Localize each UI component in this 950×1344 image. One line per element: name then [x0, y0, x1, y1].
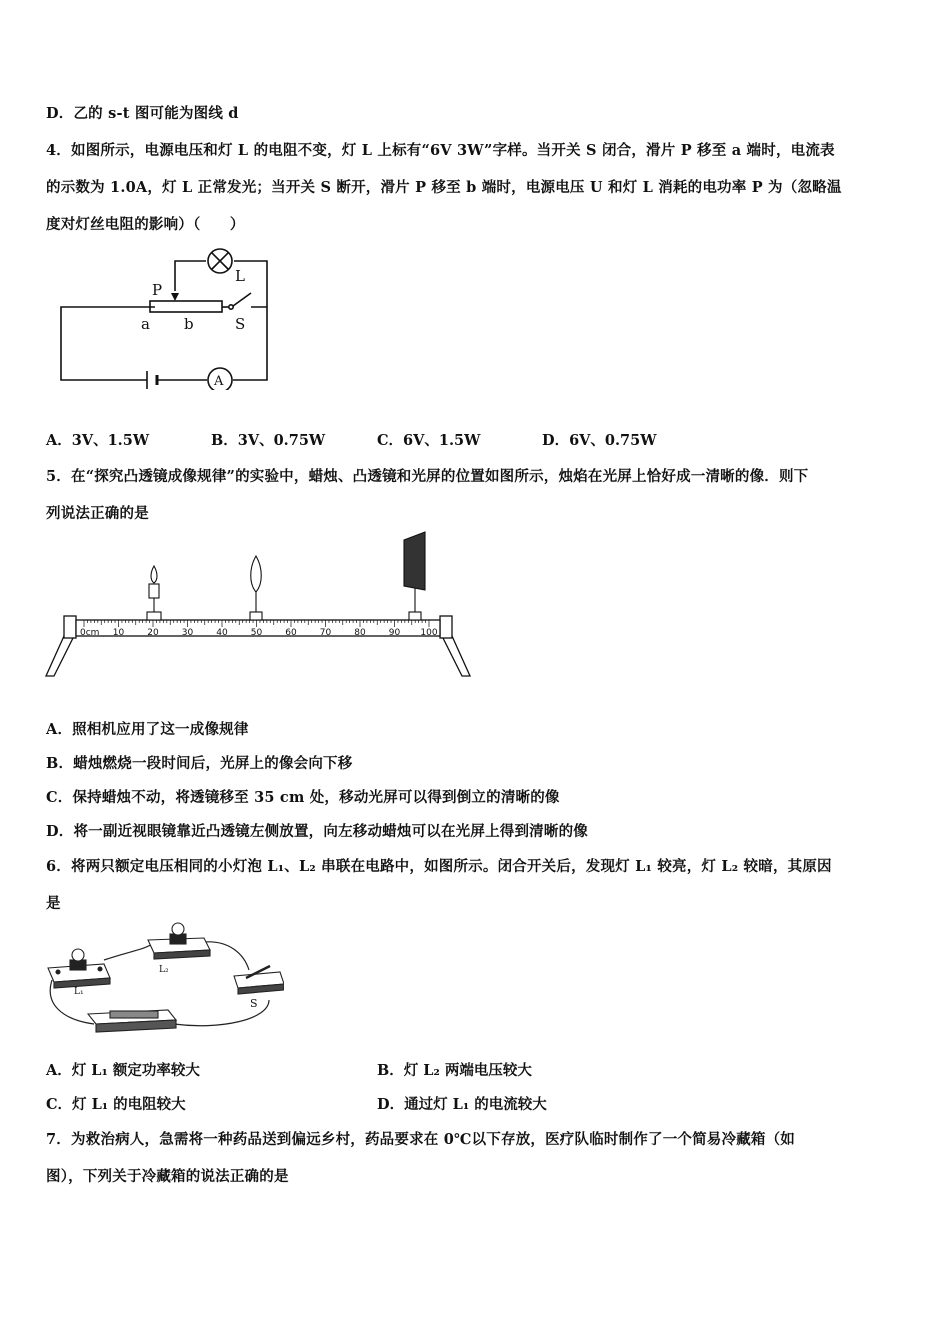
q6-option-c: C．灯 L₁ 的电阻较大: [46, 1096, 186, 1113]
ruler-label: 40: [216, 628, 228, 638]
ruler-label: 70: [319, 628, 332, 638]
ruler-label: 50: [250, 628, 263, 638]
label-l: L: [235, 267, 245, 285]
ruler-label: 10: [112, 628, 125, 638]
q4-text-line3: 度对灯丝电阻的影响）（ ）: [46, 216, 245, 233]
label-a: a: [141, 315, 150, 333]
q6-option-a: A．灯 L₁ 额定功率较大: [46, 1062, 200, 1079]
q4-option-d: D．6V、0.75W: [542, 432, 657, 449]
q6-text-line2: 是: [46, 895, 61, 912]
q5-text-line1: 5．在“探究凸透镜成像规律”的实验中，蜡烛、凸透镜和光屏的位置如图所示，烛焰在光屏上恰好成一清晰的像．则下: [46, 468, 809, 485]
q5-option-b: B．蜡烛燃烧一段时间后，光屏上的像会向下移: [46, 755, 353, 772]
label-b: b: [184, 315, 194, 333]
ruler-label: 30: [181, 628, 194, 638]
label-p: P: [152, 281, 163, 299]
ammeter-label: A: [214, 374, 224, 389]
q6-option-b: B．灯 L₂ 两端电压较大: [377, 1062, 532, 1079]
q4-text-line1: 4．如图所示，电源电压和灯 L 的电阻不变，灯 L 上标有“6V 3W”字样。当开关 S 闭合，滑片 P 移至 a 端时，电流表: [46, 142, 835, 159]
ruler-label: 100: [420, 628, 438, 638]
q7-text-line1: 7．为救治病人，急需将一种药品送到偏远乡村，药品要求在 0℃以下存放，医疗队临时制作了一个简易冷藏箱（如: [46, 1131, 795, 1148]
ruler-label: 20: [147, 628, 159, 638]
q3-option-d: D．乙的 s-t 图可能为图线 d: [46, 105, 239, 122]
q4-circuit-diagram: [55, 245, 280, 390]
label-s: S: [235, 315, 246, 333]
q5-option-a: A．照相机应用了这一成像规律: [46, 721, 249, 738]
q5-option-c: C．保持蜡烛不动，将透镜移至 35 cm 处，移动光屏可以得到倒立的清晰的像: [46, 789, 560, 806]
q4-option-b: B．3V、0.75W: [211, 432, 326, 449]
q6-circuit-photo: [44, 920, 284, 1038]
ruler-label: 80: [354, 628, 366, 638]
q4-option-a: A．3V、1.5W: [46, 432, 150, 449]
q4-option-c: C．6V、1.5W: [377, 432, 481, 449]
q6-option-d: D．通过灯 L₁ 的电流较大: [377, 1096, 547, 1113]
q5-optical-bench-diagram: [44, 528, 474, 680]
q5-option-d: D．将一副近视眼镜靠近凸透镜左侧放置，向左移动蜡烛可以在光屏上得到清晰的像: [46, 823, 588, 840]
label-l2: L₂: [159, 965, 169, 975]
ruler-label: 90: [388, 628, 401, 638]
q4-text-line2: 的示数为 1.0A，灯 L 正常发光；当开关 S 断开，滑片 P 移至 b 端时，电源电压 U 和灯 L 消耗的电功率 P 为（忽略温: [46, 179, 842, 196]
q6-text-line1: 6．将两只额定电压相同的小灯泡 L₁、L₂ 串联在电路中，如图所示。闭合开关后，发现灯 L₁ 较亮，灯 L₂ 较暗，其原因: [46, 858, 832, 875]
label-l1: L₁: [74, 987, 84, 997]
ruler-label: 0cm: [80, 628, 100, 638]
q7-text-line2: 图），下列关于冷藏箱的说法正确的是: [46, 1168, 289, 1185]
q5-text-line2: 列说法正确的是: [46, 505, 149, 522]
ruler-label: 60: [285, 628, 297, 638]
label-s: S: [250, 997, 258, 1010]
